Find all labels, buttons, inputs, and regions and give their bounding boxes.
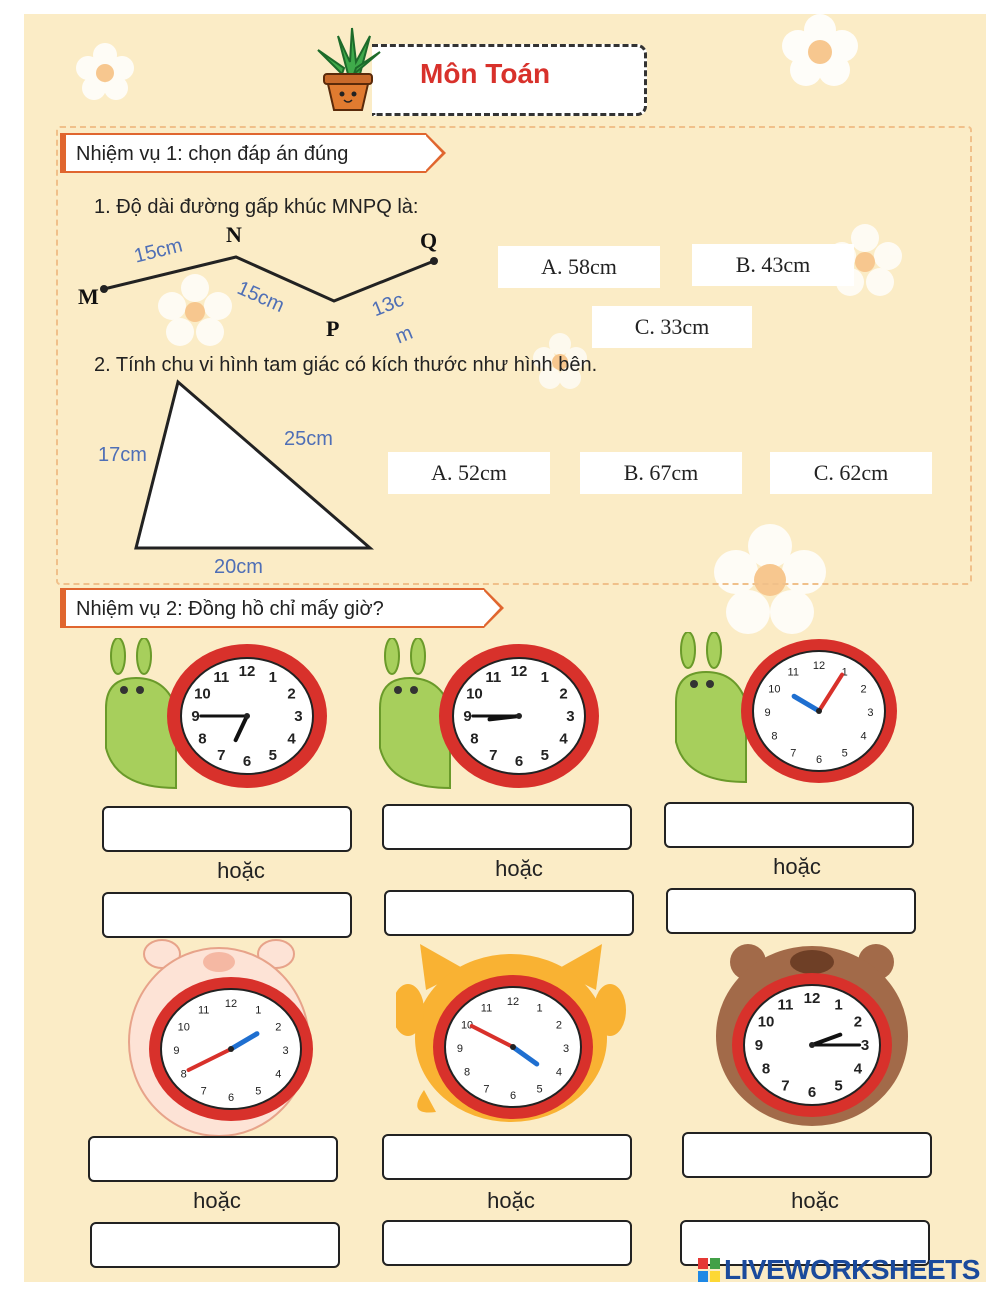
clock-number: 1 <box>834 996 843 1014</box>
clock-number: 2 <box>853 1013 863 1031</box>
clock-number: 1 <box>540 668 549 686</box>
clock-number: 10 <box>194 685 211 703</box>
or-label: hoặc <box>773 854 821 879</box>
clock-number: 11 <box>480 1002 493 1015</box>
clock-number: 7 <box>489 747 498 765</box>
clock-3-answer-input[interactable] <box>664 802 914 848</box>
clock-4-answer-input[interactable] <box>88 1136 338 1182</box>
clock-number: 5 <box>255 1085 262 1098</box>
clock-number: 4 <box>559 730 568 748</box>
clock-number: 8 <box>464 1066 471 1079</box>
clock-number: 9 <box>173 1045 180 1057</box>
clock-6-answer-input[interactable] <box>682 1132 932 1178</box>
clock-center <box>244 713 250 719</box>
page-title: Môn Toán <box>420 58 551 89</box>
clock-1-answer-input[interactable] <box>102 806 352 852</box>
point-q-label: Q <box>420 228 438 253</box>
triangle-side-right-label: 25cm <box>284 428 333 450</box>
clock-number: 10 <box>768 683 781 696</box>
or-label: hoặc <box>495 856 543 881</box>
clock-number: 6 <box>242 753 252 771</box>
clock-center <box>809 1042 815 1048</box>
clock-center <box>816 708 822 714</box>
or-label: hoặc <box>193 1188 241 1213</box>
clock-number: 3 <box>562 1043 570 1055</box>
clock-2 <box>436 642 602 790</box>
clock-number: 7 <box>781 1077 790 1095</box>
clock-number: 9 <box>754 1037 764 1054</box>
clock-number: 4 <box>555 1066 562 1079</box>
clock-2-alt-answer-input[interactable] <box>384 890 634 936</box>
clock-number: 6 <box>807 1083 817 1101</box>
clock-number: 2 <box>555 1019 562 1032</box>
segment-mn-label: 15cm <box>131 234 185 268</box>
clock-3-alt-answer-input[interactable] <box>666 888 916 934</box>
clock-number: 5 <box>540 747 549 765</box>
clock-number: 2 <box>559 685 568 703</box>
point-m-label: M <box>78 284 99 309</box>
segment-np-label: 15cm <box>233 277 288 318</box>
clock-center <box>516 713 522 719</box>
or-label: hoặc <box>487 1188 535 1213</box>
clock-number: 4 <box>860 730 867 743</box>
clock-number: 12 <box>803 990 821 1008</box>
q2-option-a[interactable]: A. 52cm <box>388 452 550 494</box>
clock-number: 12 <box>224 998 238 1011</box>
q1-option-a[interactable]: A. 58cm <box>498 246 660 288</box>
flower-decoration-icon <box>760 10 880 90</box>
clock-number: 1 <box>255 1004 262 1017</box>
clock-number: 12 <box>812 660 826 673</box>
clock-1-alt-answer-input[interactable] <box>102 892 352 938</box>
clock-number: 6 <box>815 753 823 766</box>
clock-number: 1 <box>536 1002 543 1015</box>
clock-number: 7 <box>200 1085 207 1098</box>
clock-number: 7 <box>483 1083 490 1096</box>
clock-number: 6 <box>509 1089 517 1102</box>
q2-option-c[interactable]: C. 62cm <box>770 452 932 494</box>
clock-number: 9 <box>191 708 200 725</box>
clock-number: 5 <box>536 1083 543 1096</box>
clock-5 <box>430 972 596 1122</box>
clock-number: 7 <box>790 747 797 760</box>
or-label: hoặc <box>791 1188 839 1213</box>
triangle-side-bottom-label: 20cm <box>214 556 263 578</box>
clock-6 <box>728 970 896 1120</box>
clock-number: 3 <box>860 1037 870 1054</box>
clock-number: 9 <box>463 708 472 725</box>
clock-number: 4 <box>275 1068 282 1081</box>
clock-number: 10 <box>460 1019 474 1032</box>
clock-number: 8 <box>761 1060 771 1078</box>
question1-text: 1. Độ dài đường gấp khúc MNPQ là: <box>94 196 419 218</box>
task1-label: Nhiệm vụ 1: chọn đáp án đúng <box>60 133 426 173</box>
clock-number: 6 <box>514 753 524 771</box>
clock-number: 2 <box>275 1021 282 1034</box>
q1-option-b[interactable]: B. 43cm <box>692 244 854 286</box>
clock-number: 3 <box>867 707 874 719</box>
point-p-label: P <box>326 316 340 341</box>
segment-pq-label-cont: m <box>392 321 416 349</box>
clock-number: 2 <box>860 683 867 696</box>
clock-number: 5 <box>841 747 848 760</box>
clock-number: 11 <box>485 668 502 686</box>
clock-4-alt-answer-input[interactable] <box>90 1222 340 1268</box>
clock-number: 12 <box>510 662 528 680</box>
clock-3 <box>738 636 900 786</box>
clock-1 <box>164 642 330 790</box>
clock-number: 11 <box>197 1004 210 1017</box>
question2-text: 2. Tính chu vi hình tam giác có kích thước như hình bên. <box>94 354 598 376</box>
clock-number: 8 <box>771 730 778 743</box>
clock-number: 5 <box>834 1077 843 1095</box>
clock-number: 6 <box>227 1091 235 1104</box>
clock-2-answer-input[interactable] <box>382 804 632 850</box>
or-label: hoặc <box>217 858 265 883</box>
liveworksheets-logo-icon <box>698 1258 720 1282</box>
q1-option-c[interactable]: C. 33cm <box>592 306 752 348</box>
clock-number: 8 <box>180 1068 187 1081</box>
task2-label: Nhiệm vụ 2: Đồng hồ chỉ mấy giờ? <box>60 588 484 628</box>
clock-number: 10 <box>177 1021 190 1034</box>
clock-number: 2 <box>287 685 296 703</box>
clock-number: 8 <box>470 730 479 748</box>
clock-number: 11 <box>787 666 799 679</box>
clock-number: 9 <box>456 1043 464 1055</box>
clock-number: 11 <box>777 996 794 1014</box>
clock-number: 3 <box>566 708 575 725</box>
clock-number: 1 <box>841 666 848 679</box>
clock-center <box>510 1044 516 1050</box>
clock-5-answer-input[interactable] <box>382 1134 632 1180</box>
point-n-label: N <box>226 222 242 247</box>
clock-number: 8 <box>198 730 207 748</box>
q2-option-b[interactable]: B. 67cm <box>580 452 742 494</box>
clock-number: 4 <box>853 1060 863 1078</box>
triangle-side-left-label: 17cm <box>98 444 147 466</box>
clock-number: 11 <box>213 668 230 686</box>
triangle-figure <box>130 378 380 554</box>
clock-number: 9 <box>764 707 771 719</box>
clock-number: 10 <box>466 685 483 703</box>
clock-number: 12 <box>506 996 520 1009</box>
clock-number: 4 <box>287 730 296 748</box>
clock-number: 3 <box>282 1045 289 1057</box>
plant-pot-icon <box>308 22 388 114</box>
clock-number: 10 <box>757 1013 775 1031</box>
clock-5-alt-answer-input[interactable] <box>382 1220 632 1266</box>
clock-number: 3 <box>294 708 303 725</box>
clock-4 <box>146 974 316 1124</box>
clock-number: 5 <box>268 747 277 765</box>
watermark: LIVEWORKSHEETS <box>724 1254 980 1285</box>
segment-pq-label: 13c <box>368 288 408 322</box>
flower-decoration-icon <box>60 40 150 110</box>
clock-number: 1 <box>268 668 277 686</box>
clock-center <box>228 1046 234 1052</box>
clock-number: 7 <box>217 747 226 765</box>
clock-number: 12 <box>238 662 256 680</box>
